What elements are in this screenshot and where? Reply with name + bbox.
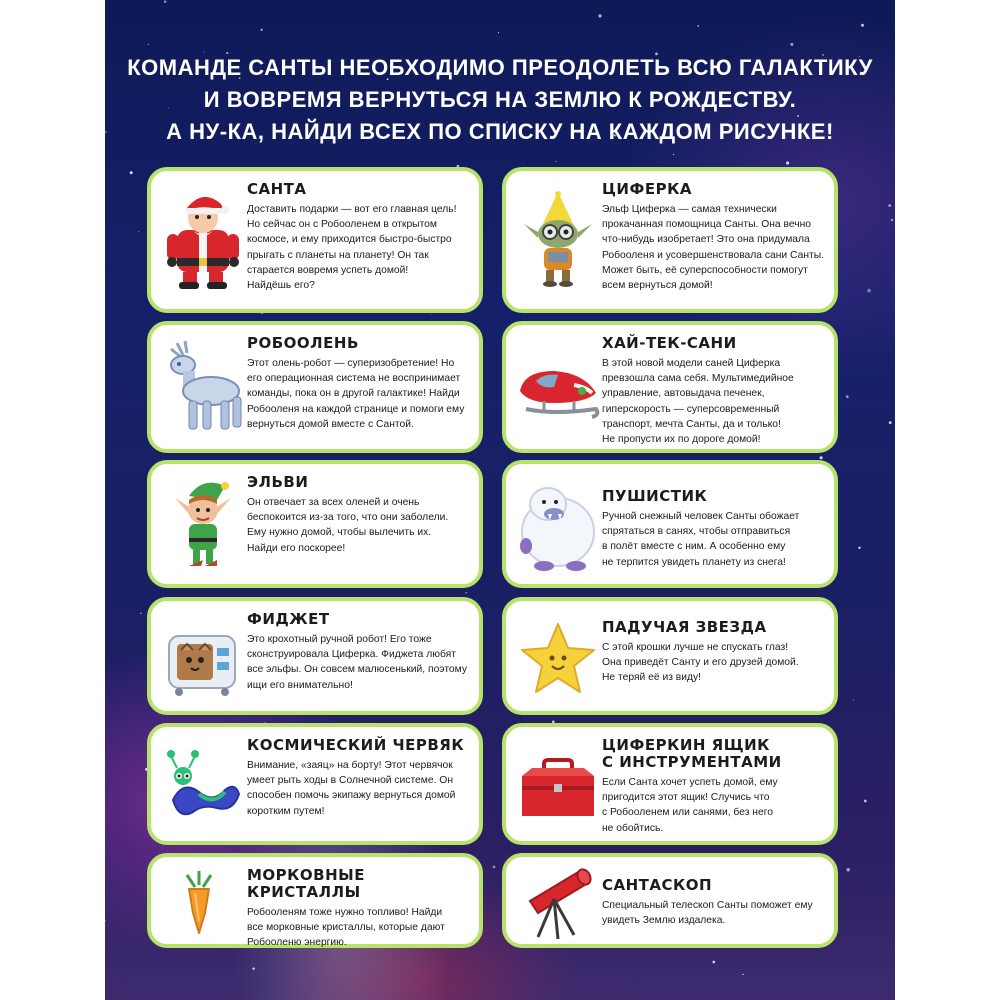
- poster: [105, 0, 895, 1000]
- card-tsiferka: [502, 167, 838, 313]
- card-description: Ручной снежный человек Санты обожает спрятаться в санях, чтобы отправиться в полёт вместе с ним. А особенно ему не терпится увидеть планету из снега!: [602, 511, 800, 568]
- elf-boy-icon: [159, 474, 247, 574]
- card-title: САНТА: [247, 180, 307, 198]
- card-santa: [147, 167, 483, 313]
- star-dot: [130, 171, 133, 174]
- card-title: КОСМИЧЕСКИЙ ЧЕРВЯК: [247, 736, 465, 754]
- star-dot: [697, 25, 699, 27]
- star-dot: [786, 161, 789, 164]
- space-worm-icon: [159, 734, 247, 834]
- star-dot: [498, 32, 499, 33]
- card-title: САНТАСКОП: [602, 876, 713, 894]
- card-title-line-1: ЦИФЕРКИН ЯЩИК: [602, 736, 770, 754]
- star-dot: [891, 219, 894, 222]
- card-santascope: [502, 853, 838, 948]
- star-dot: [556, 161, 557, 162]
- star-dot: [148, 44, 149, 45]
- star-dot: [888, 204, 891, 207]
- card-description: Если Санта хочет успеть домой, ему пригодится этот ящик! Случись что с Робооленем или санями, без него не обойтись.: [602, 777, 778, 834]
- star-dot: [846, 868, 849, 871]
- card-description: Эльф Циферка — самая технически прокачанная помощница Санты. Она вечно что-нибудь изобретает! Это она придумала Робооленя и усовершенствовала сани Санты. Может быть, её суперспособности помогут всем вернуться домой!: [602, 204, 824, 292]
- card-fidget: [147, 597, 483, 715]
- card-description: Доставить подарки — вот его главная цель! Но сейчас он с Робооленем в открытом космосе, и ему приходится быстро-быстро прыгать с планеты на планету! Он так старается вовремя успеть домой! Найдёшь его?: [247, 204, 457, 292]
- star-dot: [466, 592, 467, 593]
- star-dot: [493, 866, 496, 869]
- star-dot: [226, 52, 228, 54]
- heading-line-3: А НУ-КА, НАЙДИ ВСЕХ ПО СПИСКУ НА КАЖДОМ РИСУНКЕ!: [166, 119, 834, 144]
- star-dot: [861, 24, 864, 27]
- card-title: РОБООЛЕНЬ: [247, 334, 359, 352]
- star-dot: [858, 547, 860, 549]
- card-title: МОРКОВНЫЕ КРИСТАЛЛЫ: [247, 866, 365, 901]
- yeti-icon: [514, 474, 602, 574]
- hi-tech-sleigh-icon: [514, 337, 602, 437]
- card-toolbox: [502, 723, 838, 845]
- star-dot: [846, 395, 849, 398]
- star-dot: [797, 115, 799, 117]
- robot-reindeer-icon: [159, 337, 247, 437]
- star-dot: [712, 961, 715, 964]
- card-fluffy: [502, 460, 838, 588]
- star-dot: [204, 52, 205, 53]
- heading-line-2: И ВОВРЕМЯ ВЕРНУТЬСЯ НА ЗЕМЛЮ К РОЖДЕСТВУ.: [203, 87, 797, 112]
- card-title: ПАДУЧАЯ ЗВЕЗДА: [602, 618, 767, 636]
- star-dot: [140, 613, 141, 614]
- telescope-icon: [514, 851, 602, 951]
- card-title: ПУШИСТИК: [602, 487, 708, 505]
- santa-icon: [159, 190, 247, 290]
- elf-girl-icon: [514, 190, 602, 290]
- star-icon: [514, 606, 602, 706]
- tiny-robot-icon: [159, 606, 247, 706]
- card-description: Это крохотный ручной робот! Его тоже сконструировала Циферка. Фиджета любят все эльфы. Он совсем малюсенький, поэтому ищи его внимательно!: [247, 634, 467, 691]
- card-description: Специальный телескоп Санты поможет ему увидеть Землю издалека.: [602, 900, 813, 927]
- star-dot: [889, 421, 892, 424]
- card-worm: [147, 723, 483, 845]
- card-title: ФИДЖЕТ: [247, 610, 330, 628]
- card-description: С этой крошки лучше не спускать глаз! Она приведёт Санту и его друзей домой. Не теряй её из виду!: [602, 642, 799, 684]
- card-crystals: [147, 853, 483, 948]
- star-dot: [431, 314, 432, 315]
- star-dot: [819, 456, 822, 459]
- star-dot: [261, 29, 263, 31]
- card-elvi: [147, 460, 483, 588]
- card-description: Робооленям тоже нужно топливо! Найди все морковные кристаллы, которые дают Робооленю энергию.: [247, 907, 445, 949]
- card-robodeer: [147, 321, 483, 453]
- star-dot: [673, 154, 674, 155]
- card-title: ЦИФЕРКА: [602, 180, 692, 198]
- card-sleigh: [502, 321, 838, 453]
- star-dot: [252, 968, 254, 970]
- card-description: Он отвечает за всех оленей и очень беспокоится из-за того, что они заболели. Ему нужно домой, чтобы вылечить их. Найди его поскорее!: [247, 497, 449, 554]
- toolbox-icon: [514, 734, 602, 834]
- carrot-crystal-icon: [159, 851, 247, 951]
- star-dot: [138, 231, 139, 232]
- card-title-line-2: С ИНСТРУМЕНТАМИ: [602, 753, 782, 771]
- star-dot: [164, 0, 167, 3]
- heading-line-1: КОМАНДЕ САНТЫ НЕОБХОДИМО ПРЕОДОЛЕТЬ ВСЮ ГАЛАКТИКУ: [127, 55, 873, 80]
- card-star: [502, 597, 838, 715]
- star-dot: [105, 920, 106, 922]
- star-dot: [853, 699, 854, 700]
- card-description: Внимание, «заяц» на борту! Этот червячок умеет рыть ходы в Солнечной системе. Он способен помочь экипажу вернуться домой коротким путем!: [247, 760, 456, 817]
- star-dot: [867, 289, 871, 293]
- star-dot: [864, 800, 867, 803]
- star-dot: [790, 43, 793, 46]
- star-dot: [598, 14, 601, 17]
- card-title: ХАЙ-ТЕК-САНИ: [602, 334, 737, 352]
- card-description: В этой новой модели саней Циферка превзошла сама себя. Мультимедийное управление, автовыдача печенек, гиперскорость — суперсовременный транспорт, мечта Санты, да и только! Не пропусти их по дороге домой!: [602, 358, 794, 446]
- card-title: ЭЛЬВИ: [247, 473, 309, 491]
- card-description: Этот олень-робот — суперизобретение! Но его операционная система не воспринимает команды, пока он в другой галактике! Найди Робооленя на каждой странице и помоги ему вернуться домой вместе с Сантой.: [247, 358, 465, 430]
- star-dot: [742, 974, 743, 975]
